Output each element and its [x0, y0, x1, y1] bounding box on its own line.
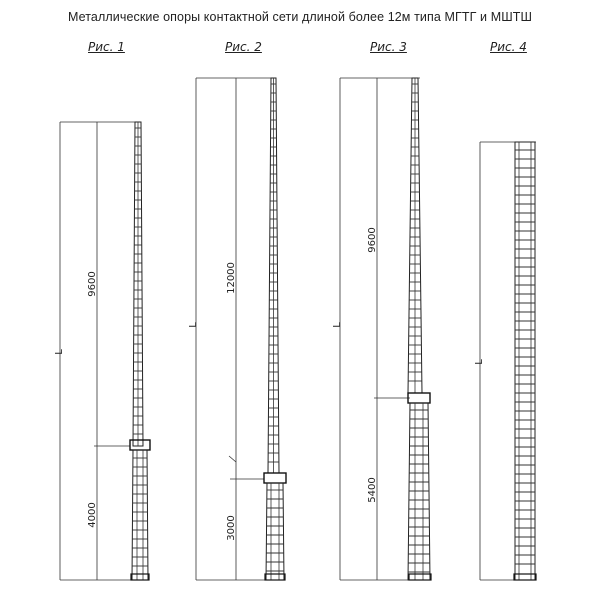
fig2-overall-length: L	[188, 322, 199, 328]
pole-4	[514, 142, 536, 580]
fig1-lower-dimension: 4000	[87, 502, 98, 528]
pole-3	[408, 78, 431, 580]
figure-3-dimensions	[340, 78, 420, 580]
figure-2-dimensions	[196, 78, 276, 580]
page-title: Металлические опоры контактной сети длиной более 12м типа МГТГ и МШТШ	[67, 10, 533, 24]
figure-label-4: Рис. 4	[490, 40, 527, 54]
fig2-upper-dimension: 12000	[226, 262, 237, 294]
figure-label-2: Рис. 2	[225, 40, 262, 54]
pole-2	[264, 78, 286, 580]
figure-label-1: Рис. 1	[88, 40, 125, 54]
fig3-overall-length: L	[332, 322, 343, 328]
figure-4-dimensions	[480, 142, 536, 580]
fig3-upper-dimension: 9600	[367, 227, 378, 253]
figure-1-dimensions	[60, 122, 140, 580]
fig3-lower-dimension: 5400	[367, 477, 378, 503]
figure-label-3: Рис. 3	[370, 40, 407, 54]
fig2-lower-dimension: 3000	[226, 515, 237, 541]
fig1-upper-dimension: 9600	[87, 271, 98, 297]
fig4-overall-length: L	[474, 359, 485, 365]
fig1-overall-length: L	[54, 349, 65, 355]
